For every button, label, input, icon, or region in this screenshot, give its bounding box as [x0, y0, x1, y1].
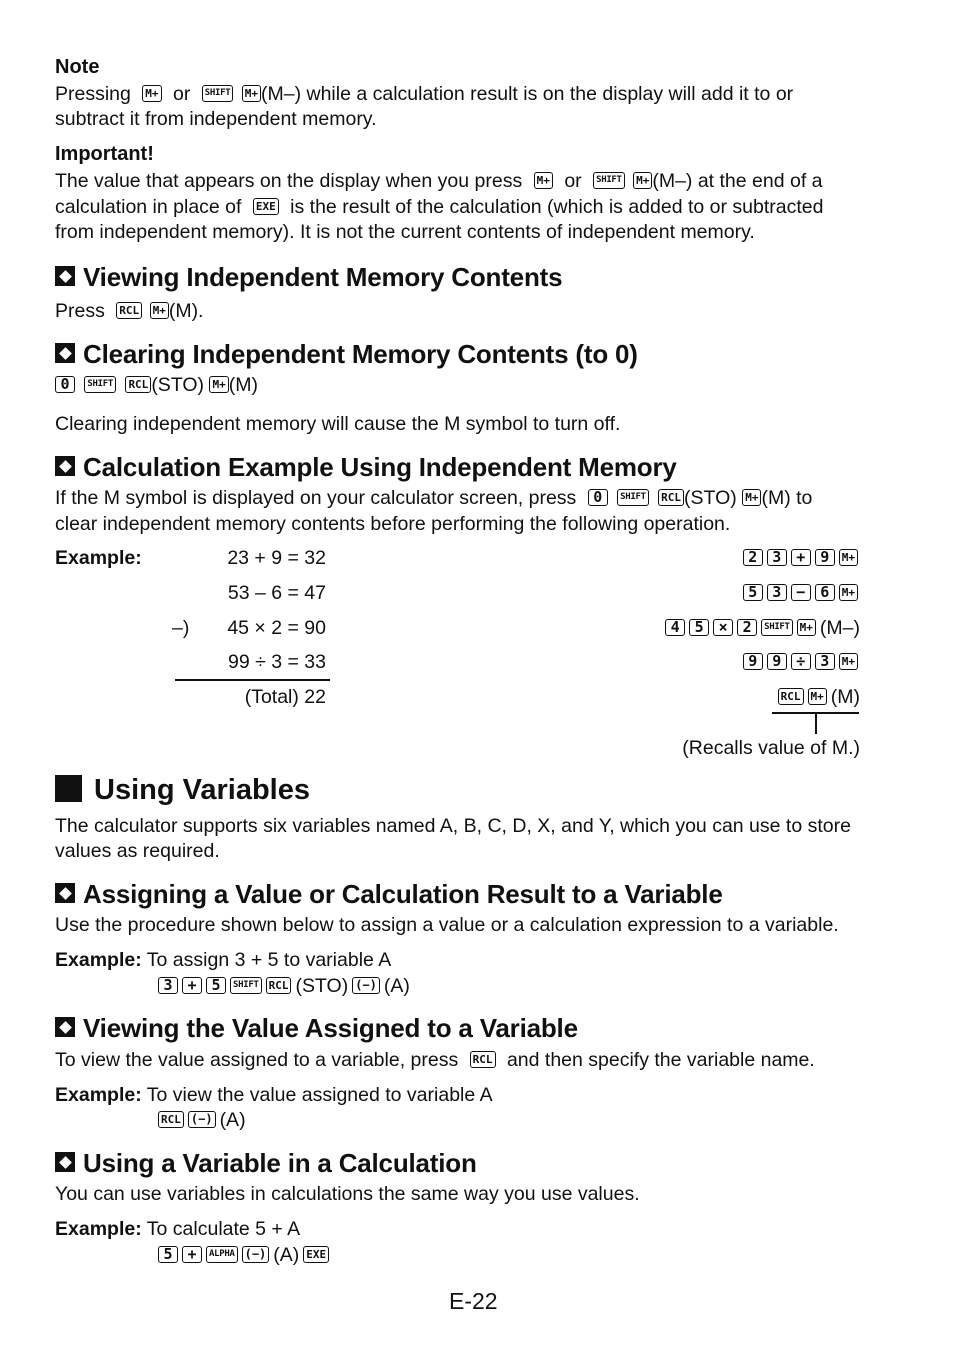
m-plus-key: M+ — [209, 376, 228, 393]
divide-key: ÷ — [791, 653, 811, 670]
zero-key: 0 — [55, 376, 75, 393]
five-key: 5 — [206, 977, 226, 994]
shift-key: SHIFT — [593, 172, 625, 189]
diamond-bullet-icon — [55, 343, 75, 363]
clear-memory-text: Clearing independent memory will cause the M symbol to turn off. — [55, 413, 621, 435]
negative-key: (−) — [242, 1246, 270, 1263]
calc-row-4: 99 ÷ 3 = 33 — [228, 651, 326, 673]
two-key: 2 — [743, 549, 763, 566]
calc-example-line-1: If the M symbol is displayed on your calculator screen, press 0 SHIFT RCL (STO) M+ (M) to — [55, 487, 813, 509]
variables-line-1: The calculator supports six variables named A, B, C, D, X, and Y, which you can use to store — [55, 815, 851, 837]
plus-key: + — [791, 549, 811, 566]
rcl-key: RCL — [266, 977, 292, 994]
m-plus-key: M+ — [534, 172, 553, 189]
m-plus-key: M+ — [808, 688, 827, 705]
use-variable-text: You can use variables in calculations the same way you use values. — [55, 1183, 640, 1205]
rcl-key: RCL — [158, 1111, 184, 1128]
exe-key: EXE — [303, 1246, 329, 1263]
nine-key: 9 — [743, 653, 763, 670]
exe-key: EXE — [253, 198, 279, 215]
note-title: Note — [55, 56, 100, 78]
m-plus-key: M+ — [142, 85, 161, 102]
rcl-key: RCL — [125, 376, 151, 393]
m-plus-key: M+ — [839, 653, 858, 670]
heading-view-memory: Viewing Independent Memory Contents — [55, 262, 562, 292]
four-key: 4 — [665, 619, 685, 636]
diamond-bullet-icon — [55, 456, 75, 476]
calc-row-1: 23 + 9 = 32 — [227, 547, 326, 569]
calc-row-3: 45 × 2 = 90 — [227, 617, 326, 639]
note-line-2: subtract it from independent memory. — [55, 108, 377, 130]
five-key: 5 — [158, 1246, 178, 1263]
rcl-key: RCL — [658, 489, 684, 506]
calc-row-2: 53 – 6 = 47 — [227, 582, 326, 604]
assign-keys: 3 + 5 SHIFT RCL (STO) (−) (A) — [158, 974, 410, 999]
times-key: × — [713, 619, 733, 636]
m-plus-key: M+ — [633, 172, 652, 189]
page-number: E-22 — [449, 1288, 498, 1314]
three-key: 3 — [158, 977, 178, 994]
diamond-bullet-icon — [55, 1152, 75, 1172]
six-key: 6 — [815, 584, 835, 601]
shift-key: SHIFT — [230, 977, 262, 994]
heading-clear-memory: Clearing Independent Memory Contents (to 0) — [55, 339, 638, 369]
minus-key: − — [791, 584, 811, 601]
five-key: 5 — [689, 619, 709, 636]
heading-use-variable: Using a Variable in a Calculation — [55, 1148, 477, 1178]
negative-key: (−) — [188, 1111, 216, 1128]
m-plus-key: M+ — [150, 302, 169, 319]
important-line-3: from independent memory). It is not the current contents of independent memory. — [55, 221, 755, 243]
clear-memory-keys: 0 SHIFT RCL (STO) M+ (M) — [55, 373, 258, 398]
keyseq-row-1 — [743, 546, 858, 571]
view-variable-keys: RCL (−) (A) — [158, 1108, 246, 1133]
keyseq-row-4 — [743, 650, 858, 675]
keyseq-row-5: RCL M+ (M) — [778, 685, 860, 710]
variables-line-2: values as required. — [55, 840, 220, 862]
example-label: Example: — [55, 547, 142, 569]
shift-key: SHIFT — [761, 619, 793, 636]
important-title: Important! — [55, 143, 154, 165]
three-key: 3 — [767, 584, 787, 601]
shift-key: SHIFT — [84, 376, 116, 393]
important-line-1: The value that appears on the display when you press M+ or SHIFT M+ (M–) at the end of a — [55, 170, 823, 192]
total-divider — [175, 679, 330, 681]
three-key: 3 — [767, 549, 787, 566]
square-bullet-icon — [55, 775, 82, 802]
heading-assign: Assigning a Value or Calculation Result to a Variable — [55, 879, 723, 909]
view-memory-instruction: Press RCL M+ (M). — [55, 300, 204, 322]
plus-key: + — [182, 1246, 202, 1263]
keyseq-row-3: 4 5 × 2 SHIFT M+ (M–) — [665, 616, 860, 641]
two-key: 2 — [737, 619, 757, 636]
zero-key: 0 — [588, 489, 608, 506]
rcl-key: RCL — [116, 302, 142, 319]
diamond-bullet-icon — [55, 1017, 75, 1037]
m-plus-key: M+ — [797, 619, 816, 636]
five-key: 5 — [743, 584, 763, 601]
heading-using-variables: Using Variables — [55, 774, 310, 806]
m-plus-key: M+ — [742, 489, 761, 506]
nine-key: 9 — [815, 549, 835, 566]
recall-bracket-tick — [815, 712, 817, 734]
three-key: 3 — [815, 653, 835, 670]
view-variable-text: To view the value assigned to a variable, press RCL and then specify the variable name. — [55, 1049, 815, 1071]
important-line-2: calculation in place of EXE is the result of the calculation (which is added to or subtracted — [55, 196, 824, 218]
assign-text: Use the procedure shown below to assign a value or a calculation expression to a variable. — [55, 914, 839, 936]
use-variable-example: Example: To calculate 5 + A — [55, 1218, 301, 1240]
assign-example: Example: To assign 3 + 5 to variable A — [55, 949, 392, 971]
heading-calc-example: Calculation Example Using Independent Memory — [55, 452, 677, 482]
heading-view-variable: Viewing the Value Assigned to a Variable — [55, 1013, 578, 1043]
nine-key: 9 — [767, 653, 787, 670]
use-variable-keys: 5 + ALPHA (−) (A) EXE — [158, 1243, 329, 1268]
note-line-1: Pressing M+ or SHIFT M+ (M–) while a calculation result is on the display will add it to or — [55, 83, 794, 105]
plus-key: + — [182, 977, 202, 994]
m-plus-key: M+ — [242, 85, 261, 102]
recalls-note: (Recalls value of M.) — [682, 737, 860, 759]
alpha-key: ALPHA — [206, 1246, 238, 1263]
m-plus-key: M+ — [839, 584, 858, 601]
calc-example-line-2: clear independent memory contents before performing the following operation. — [55, 513, 731, 535]
rcl-key: RCL — [778, 688, 804, 705]
negative-key: (−) — [352, 977, 380, 994]
diamond-bullet-icon — [55, 266, 75, 286]
view-variable-example: Example: To view the value assigned to variable A — [55, 1084, 493, 1106]
keyseq-row-2 — [743, 581, 858, 606]
calc-row-3-prefix: –) — [172, 617, 190, 639]
calc-total: (Total) 22 — [244, 686, 326, 708]
diamond-bullet-icon — [55, 883, 75, 903]
shift-key: SHIFT — [202, 85, 234, 102]
shift-key: SHIFT — [617, 489, 649, 506]
m-plus-key: M+ — [839, 549, 858, 566]
rcl-key: RCL — [470, 1051, 496, 1068]
